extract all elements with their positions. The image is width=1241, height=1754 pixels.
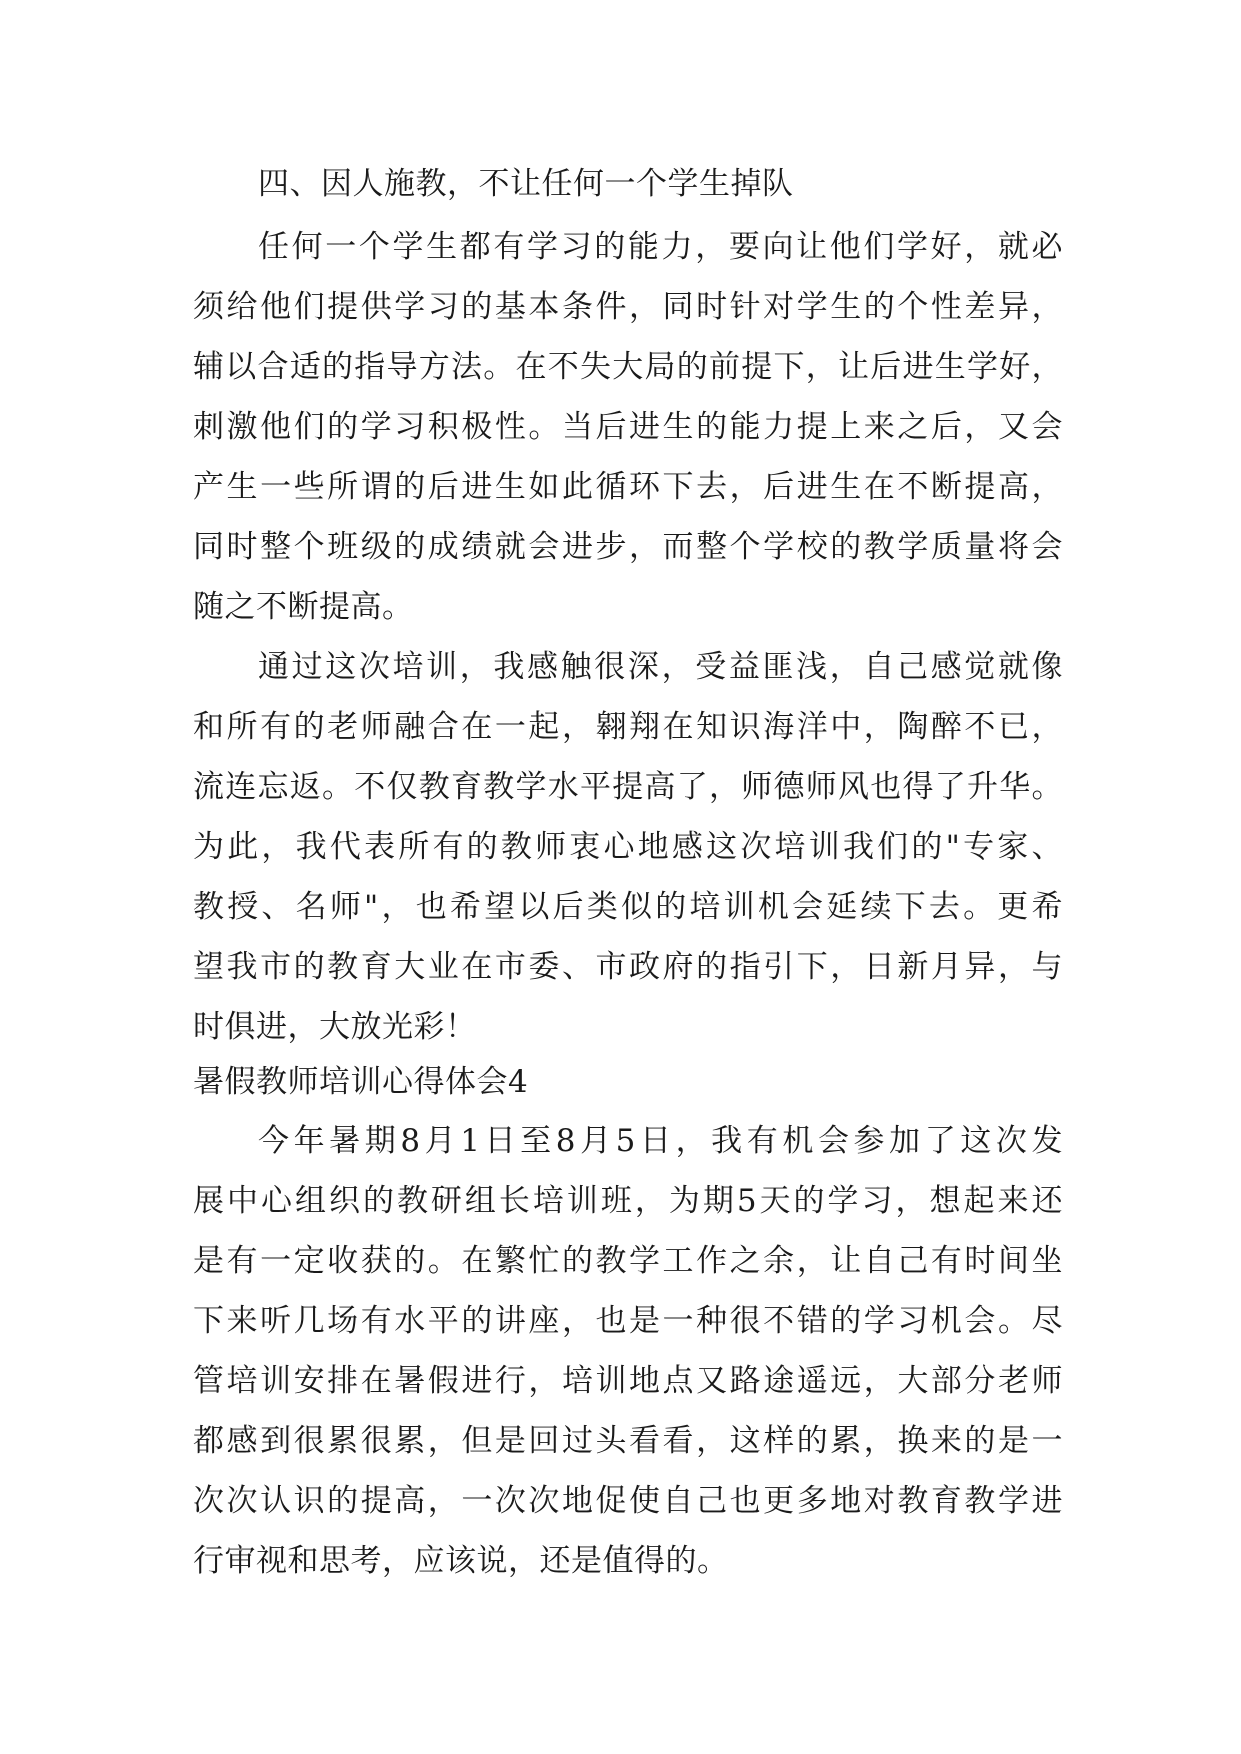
- paragraph-line: 展中心组织的教研组长培训班，为期5天的学习，想起来还: [193, 1183, 1063, 1219]
- paragraph-line: 时俱进，大放光彩！: [193, 1009, 477, 1045]
- section-heading: 四、因人施教，不让任何一个学生掉队: [258, 166, 794, 202]
- paragraph-line: 须给他们提供学习的基本条件，同时针对学生的个性差异，: [193, 289, 1063, 325]
- paragraph-line: 行审视和思考，应该说，还是值得的。: [193, 1543, 729, 1579]
- paragraph-line: 望我市的教育大业在市委、市政府的指引下，日新月异，与: [193, 949, 1063, 985]
- paragraph-line: 为此，我代表所有的教师衷心地感这次培训我们的"专家、: [193, 829, 1063, 865]
- paragraph-line: 产生一些所谓的后进生如此循环下去，后进生在不断提高，: [193, 469, 1063, 505]
- paragraph-line: 同时整个班级的成绩就会进步，而整个学校的教学质量将会: [193, 529, 1063, 565]
- paragraph-line: 今年暑期8月1日至8月5日，我有机会参加了这次发: [258, 1123, 1063, 1159]
- paragraph-line: 次次认识的提高，一次次地促使自己也更多地对教育教学进: [193, 1483, 1063, 1519]
- paragraph-line: 通过这次培训，我感触很深，受益匪浅，自己感觉就像: [258, 649, 1063, 685]
- article-title: 暑假教师培训心得体会4: [193, 1064, 529, 1100]
- paragraph-line: 都感到很累很累，但是回过头看看，这样的累，换来的是一: [193, 1423, 1063, 1459]
- paragraph-line: 流连忘返。不仅教育教学水平提高了，师德师风也得了升华。: [193, 769, 1063, 805]
- paragraph-line: 刺激他们的学习积极性。当后进生的能力提上来之后，又会: [193, 409, 1063, 445]
- paragraph-line: 随之不断提高。: [193, 589, 414, 625]
- paragraph-line: 教授、名师"，也希望以后类似的培训机会延续下去。更希: [193, 889, 1063, 925]
- paragraph-line: 是有一定收获的。在繁忙的教学工作之余，让自己有时间坐: [193, 1243, 1063, 1279]
- paragraph-line: 辅以合适的指导方法。在不失大局的前提下，让后进生学好，: [193, 349, 1063, 385]
- paragraph-line: 下来听几场有水平的讲座，也是一种很不错的学习机会。尽: [193, 1303, 1063, 1339]
- paragraph-line: 和所有的老师融合在一起，翱翔在知识海洋中，陶醉不已，: [193, 709, 1063, 745]
- paragraph-line: 任何一个学生都有学习的能力，要向让他们学好，就必: [258, 229, 1063, 265]
- paragraph-line: 管培训安排在暑假进行，培训地点又路途遥远，大部分老师: [193, 1363, 1063, 1399]
